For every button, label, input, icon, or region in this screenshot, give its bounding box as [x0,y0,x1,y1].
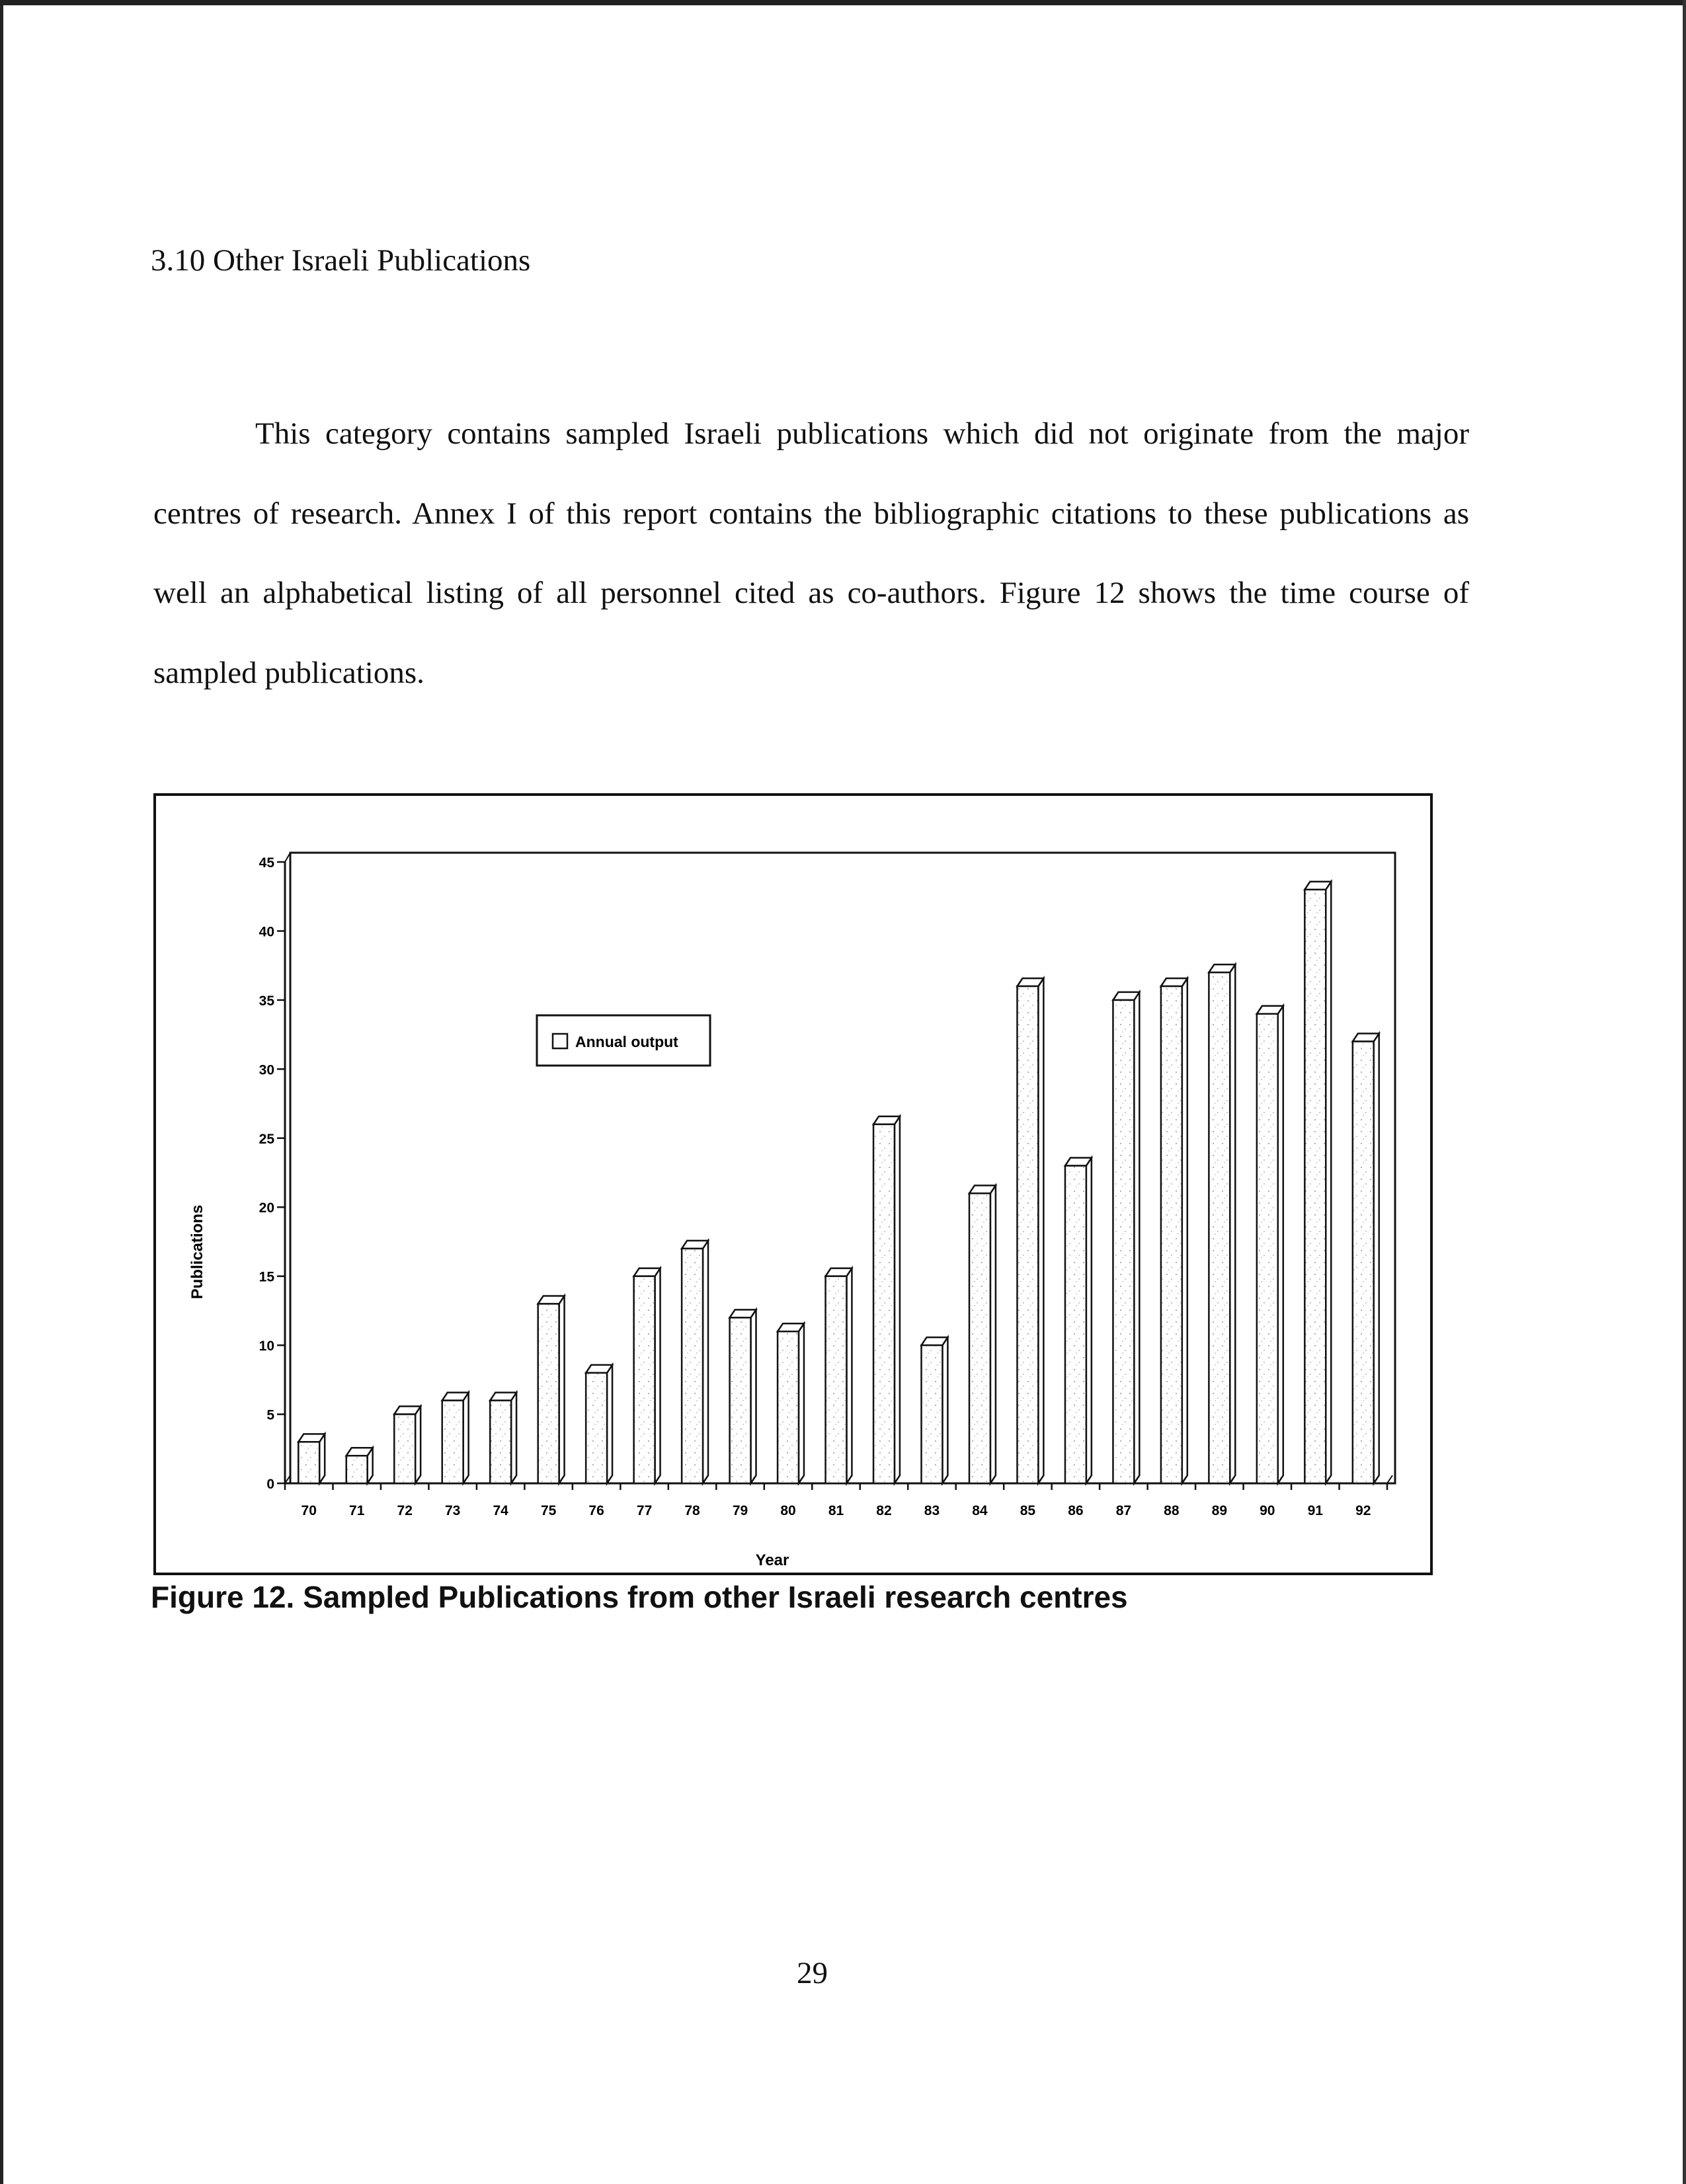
x-tick-label: 79 [732,1503,748,1518]
bar-top-face [394,1407,421,1415]
x-axis-label: Year [755,1551,789,1569]
bar-top-face [1305,882,1331,890]
bar [1209,964,1235,1483]
bar [586,1365,612,1483]
bar [826,1268,852,1483]
bar-front-face [730,1317,751,1483]
x-tick-label: 71 [349,1503,365,1518]
scan-edge-top [0,0,1686,5]
x-tick-label: 89 [1211,1503,1228,1518]
bar [682,1241,708,1483]
bar-top-face [1257,1006,1283,1014]
legend-swatch [553,1034,567,1048]
body-paragraph: This category contains sampled Israeli publications which did not originate from the major centres of research. Annex I of this report contains the bibliographic citations to these publications as well an alphabetical listing of all personnel cited as co-authors. Figure 12 shows the time course of sampled publications. [153,416,1469,690]
x-tick-label: 80 [780,1503,796,1518]
plot-depth-edge [1387,1475,1392,1483]
y-tick-label: 0 [266,1477,274,1492]
bar-top-face [778,1323,804,1331]
bar [1065,1158,1092,1483]
bar-series [298,882,1379,1483]
x-tick-label: 90 [1260,1503,1275,1518]
bar-top-face [1161,978,1187,986]
bar-front-face [969,1193,990,1483]
bar-top-face [538,1296,565,1304]
y-tick-label: 40 [259,924,274,940]
scan-edge-left [0,0,3,2184]
y-tick-label: 5 [266,1407,274,1423]
bar-top-face [298,1434,325,1442]
bar [730,1309,756,1483]
bar-front-face [1161,986,1182,1483]
bar-front-face [1209,972,1230,1483]
bar [969,1185,996,1483]
bar-front-face [1017,986,1038,1483]
bar-front-face [634,1276,655,1483]
bar-front-face [1353,1042,1374,1483]
bar-front-face [538,1304,559,1483]
bar-front-face [1257,1014,1278,1483]
bar [634,1268,661,1483]
bar-front-face [1065,1166,1086,1483]
legend-label: Annual output [575,1033,678,1050]
bar [490,1393,516,1483]
figure-caption: Figure 12. Sampled Publications from other Israeli research centres [151,1580,1128,1614]
y-tick-label: 20 [259,1200,274,1216]
bar-top-face [1065,1158,1092,1166]
y-tick-label: 25 [259,1131,274,1147]
x-tick-label: 78 [684,1503,700,1518]
chart-legend [537,1015,710,1066]
bar-top-face [1017,978,1043,986]
x-tick-label: 81 [828,1503,844,1518]
x-tick-label: 72 [397,1503,413,1518]
x-tick-label: 88 [1164,1503,1180,1518]
bar-top-face [873,1116,900,1124]
bar-front-face [442,1401,463,1483]
bar-chart [156,796,1430,1573]
bar-front-face [490,1401,511,1483]
bar-front-face [682,1249,703,1483]
x-tick-label: 83 [924,1503,940,1518]
bar-front-face [298,1442,319,1483]
bar-top-face [826,1268,852,1276]
bar-front-face [826,1276,847,1483]
bar-front-face [873,1124,895,1483]
bar-front-face [1113,1000,1134,1483]
bar [1305,882,1331,1483]
figure-frame [153,793,1433,1575]
x-tick-label: 77 [636,1503,653,1518]
bar [394,1407,421,1483]
bar-front-face [778,1331,799,1483]
bar-top-face [682,1241,708,1249]
x-tick-label: 74 [493,1503,508,1518]
page-number: 29 [797,1956,828,1990]
bar [1353,1034,1379,1483]
bar-top-face [586,1365,612,1373]
x-tick-label: 91 [1307,1503,1323,1518]
bar [442,1393,469,1483]
x-tick-label: 84 [972,1503,988,1518]
y-tick-label: 10 [259,1339,274,1354]
bar-top-face [922,1337,948,1345]
bar [346,1448,373,1483]
section-heading: 3.10 Other Israeli Publications [151,243,531,278]
bar-top-face [442,1393,469,1401]
y-tick-label: 15 [259,1269,274,1285]
x-tick-label: 73 [444,1503,461,1518]
bar-top-face [346,1448,373,1456]
x-tick-label: 82 [876,1503,892,1518]
y-tick-label: 45 [259,855,274,871]
bar-top-face [1353,1034,1379,1042]
x-tick-label: 70 [301,1503,317,1518]
bar-top-face [490,1393,516,1401]
bar-front-face [346,1456,368,1483]
y-axis [259,855,285,1492]
x-tick-label: 76 [588,1503,604,1518]
bar [778,1323,804,1483]
scan-edge-right [1683,0,1686,2184]
x-tick-label: 85 [1020,1503,1036,1518]
bar-front-face [586,1373,607,1483]
bar-front-face [394,1415,415,1483]
y-tick-label: 30 [259,1062,274,1078]
bar [1113,992,1139,1483]
x-tick-label: 92 [1355,1503,1371,1518]
bar-top-face [969,1185,996,1193]
bar [873,1116,900,1483]
bar-top-face [1113,992,1139,1000]
bar-front-face [922,1345,943,1483]
bar [1017,978,1043,1483]
bar-front-face [1305,890,1326,1483]
bar [1161,978,1187,1483]
bar-top-face [730,1309,756,1317]
bar [1257,1006,1283,1483]
bar-top-face [1209,964,1235,972]
bar [922,1337,948,1483]
x-tick-label: 86 [1068,1503,1084,1518]
bar [298,1434,325,1483]
x-tick-label: 75 [540,1503,557,1518]
bar-top-face [634,1268,661,1276]
bar [538,1296,565,1483]
x-tick-label: 87 [1115,1503,1132,1518]
y-axis-label: Publications [188,1204,206,1300]
x-axis [285,1483,1387,1518]
y-tick-label: 35 [259,993,274,1009]
